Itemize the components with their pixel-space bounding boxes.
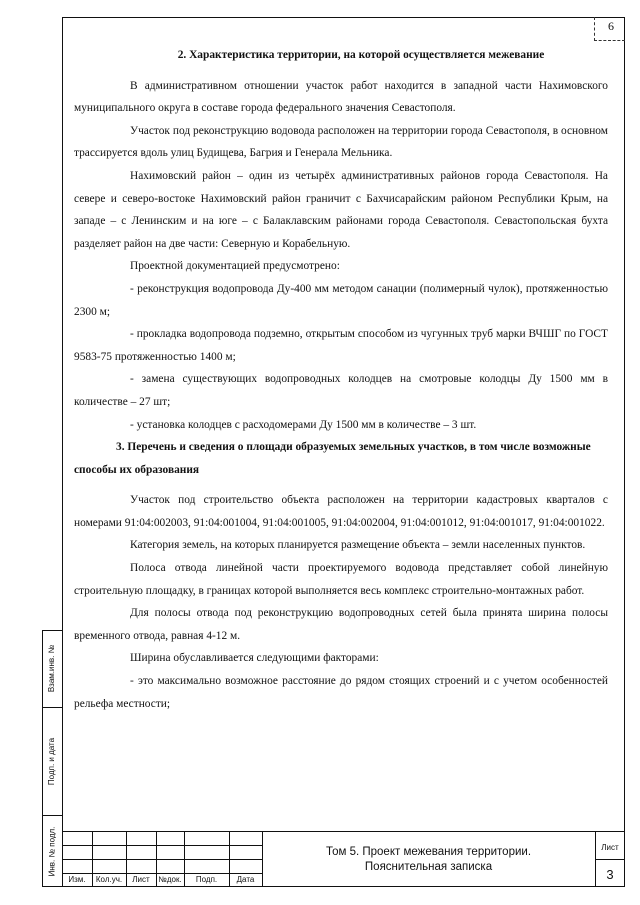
list-item: - замена существующих водопроводных колодцев на смотровые колодцы Ду 1500 мм в количестве – 27 шт;	[74, 373, 608, 408]
paragraph: Проектной документацией предусмотрено:	[130, 260, 340, 273]
section-heading: 2. Характеристика территории, на которой осуществляется межевание	[177, 49, 545, 61]
column-izm: Изм.	[68, 875, 86, 884]
strip-label-signature-date: Подп. и дата	[47, 737, 57, 785]
paragraph: Участок под строительство объекта расположен на территории кадастровых кварталов с номерами 91:04:002003, 91:04:001004, 91:04:001005, 91:04:002004, 91:04:001012, 91:04:001017, 91:04:001022.	[74, 494, 608, 529]
document-body	[74, 44, 608, 715]
paragraph: Участок под реконструкцию водовода расположен на территории города Севастополя, в основном трассируется вдоль улиц Будищева, Багрия и Генерала Мельника.	[74, 124, 608, 160]
document-title-line1: Том 5. Проект межевания территории.	[325, 846, 532, 858]
paragraph: Полоса отвода линейной части проектируемого водовода представляет собой линейную строительную площадку, в границах которой выполняется весь комплекс строительно-монтажных работ.	[74, 562, 608, 597]
column-list: Лист	[132, 875, 150, 884]
page-number: 6	[608, 19, 614, 33]
document-title	[262, 845, 595, 875]
paragraph: Категория земель, на которых планируется размещение объекта – земли населенных пунктов.	[130, 539, 586, 552]
sheet-number: 3	[606, 867, 614, 882]
paragraph: Ширина обуславливается следующими факторами:	[130, 652, 379, 665]
list-item: - прокладка водопровода подземно, открытым способом из чугунных труб марки ВЧШГ по ГОСТ 9583-75 протяженностью 1400 м;	[74, 328, 608, 363]
strip-label-inventory: Инв. № подл.	[47, 826, 57, 876]
list-item: - установка колодцев с расходомерами Ду 1500 мм в количестве – 3 шт.	[130, 418, 477, 431]
sheet-label: Лист	[601, 843, 619, 852]
document-title-line2: Пояснительная записка	[364, 861, 493, 873]
section-heading: 3. Перечень и сведения о площади образуемых земельных участков, в том числе возможные способы их образования	[74, 441, 591, 476]
paragraph: Для полосы отвода под реконструкцию водопроводных сетей была принята ширина полосы временного отвода, равная 4-12 м.	[74, 607, 608, 642]
column-kol-uch: Кол.уч.	[95, 875, 123, 884]
list-item: - это максимально возможное расстояние до рядом стоящих строений и с учетом особенностей рельефа местности;	[74, 675, 608, 710]
column-signature: Подп.	[195, 875, 218, 884]
column-date: Дата	[236, 875, 255, 884]
paragraph: Нахимовский район – один из четырёх административных районов города Севастополя. На севере и северо-востоке Нахимовский район граничит с Бахчисарайским районом Республики Крым, на западе – с Ленинским и на юге – с Балаклавским районами города Севастополя. Севастопольская бухта разделяет район на две части: Северную и Корабельную.	[74, 169, 608, 250]
title-block-border	[62, 831, 625, 832]
strip-label-replacement: Взам.инв. №	[47, 644, 57, 693]
column-doc-number: №док.	[158, 875, 182, 884]
list-item: - реконструкция водопровода Ду-400 мм методом санации (полимерный чулок), протяженностью 2300 м;	[74, 282, 608, 318]
paragraph: В административном отношении участок работ находится в западной части Нахимовского муниципального округа в составе города федерального значения Севастополя.	[74, 79, 608, 115]
